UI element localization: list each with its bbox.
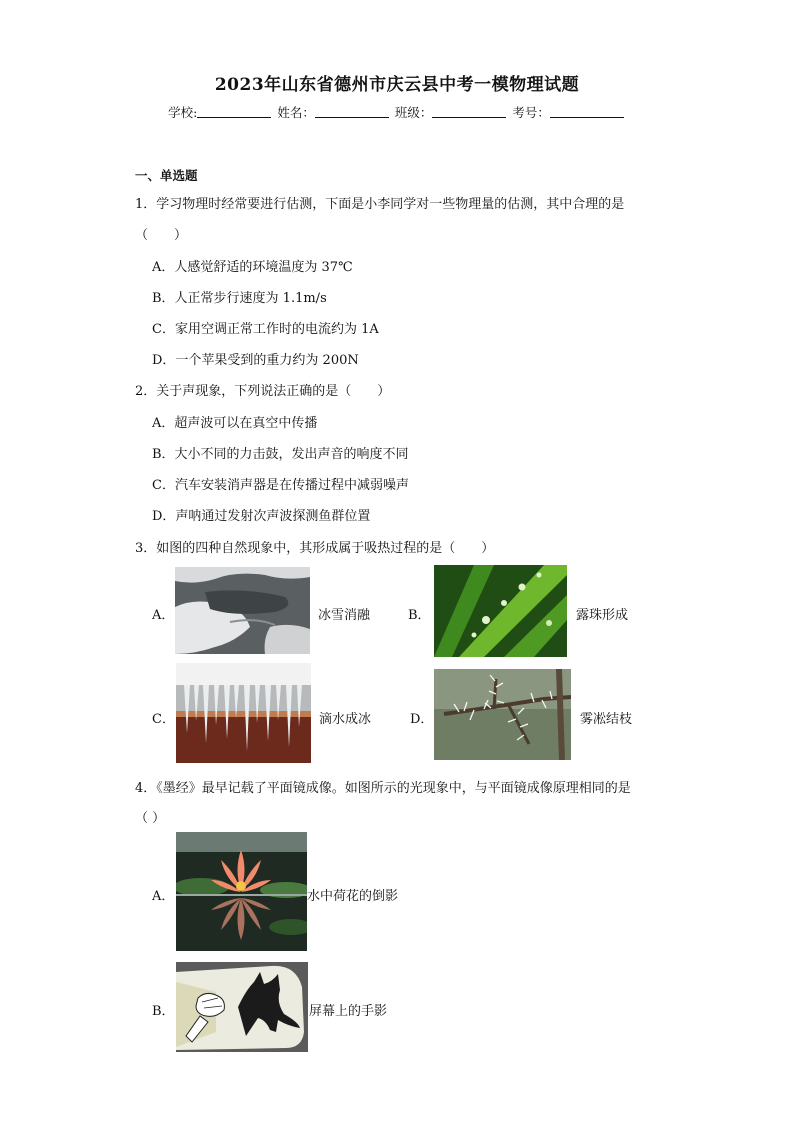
q1-option-d[interactable]: D．一个苹果受到的重力约为 200N [152,353,359,368]
class-blank[interactable] [432,105,506,118]
question-1-paren: （ ） [135,228,188,243]
q3-option-d-letter[interactable]: D． [410,712,434,727]
question-2-stem: 2．关于声现象，下列说法正确的是（ ） [135,384,391,399]
q2-option-d[interactable]: D．声呐通过发射次声波探测鱼群位置 [152,509,371,524]
school-label: 学校: [168,105,198,120]
lotus-reflection-image [176,832,307,951]
page-title: 2023年山东省德州市庆云县中考一模物理试题 [214,75,580,95]
name-label: 姓名： [277,105,315,120]
question-3-stem: 3．如图的四种自然现象中，其形成属于吸热过程的是（ ） [135,541,495,556]
q4-option-b-letter[interactable]: B． [152,1004,175,1019]
name-blank[interactable] [315,105,389,118]
section-heading: 一、单选题 [135,168,198,183]
question-4-paren: （ ） [135,811,166,826]
q4-caption-b: 屏幕上的手影 [309,1004,388,1019]
school-blank[interactable] [197,105,271,118]
q4-option-a-letter[interactable]: A． [152,889,175,904]
q3-caption-c: 滴水成冰 [319,712,372,727]
exam-number-label: 考号： [512,105,550,120]
exam-number-blank[interactable] [550,105,624,118]
student-info-line [0,103,794,121]
q1-option-a[interactable]: A．人感觉舒适的环境温度为 37℃ [152,260,353,275]
icicles-image [176,663,311,763]
question-4-stem: 4．《墨经》最早记载了平面镜成像。如图所示的光现象中，与平面镜成像原理相同的是 [135,781,631,796]
dew-drops-image [434,565,567,657]
q2-option-b[interactable]: B．大小不同的力击鼓，发出声音的响度不同 [152,447,409,462]
melting-snow-image [175,567,310,654]
q3-caption-b: 露珠形成 [576,608,629,623]
q2-option-a[interactable]: A．超声波可以在真空中传播 [152,416,318,431]
rime-branch-image [434,669,571,760]
class-label: 班级： [394,105,433,120]
q2-option-c[interactable]: C．汽车安装消声器是在传播过程中减弱噪声 [152,478,409,493]
q3-option-a-letter[interactable]: A． [152,608,175,623]
q1-option-c[interactable]: C．家用空调正常工作时的电流约为 1A [152,322,379,337]
q3-caption-a: 冰雪消融 [318,608,371,623]
q3-caption-d: 雾凇结枝 [580,712,633,727]
hand-shadow-image [176,962,308,1052]
q3-option-b-letter[interactable]: B． [408,608,431,623]
question-1-stem: 1．学习物理时经常要进行估测，下面是小李同学对一些物理量的估测，其中合理的是 [135,197,625,212]
q4-caption-a: 水中荷花的倒影 [307,889,399,904]
q3-option-c-letter[interactable]: C． [152,712,175,727]
q1-option-b[interactable]: B．人正常步行速度为 1.1m/s [152,291,327,306]
